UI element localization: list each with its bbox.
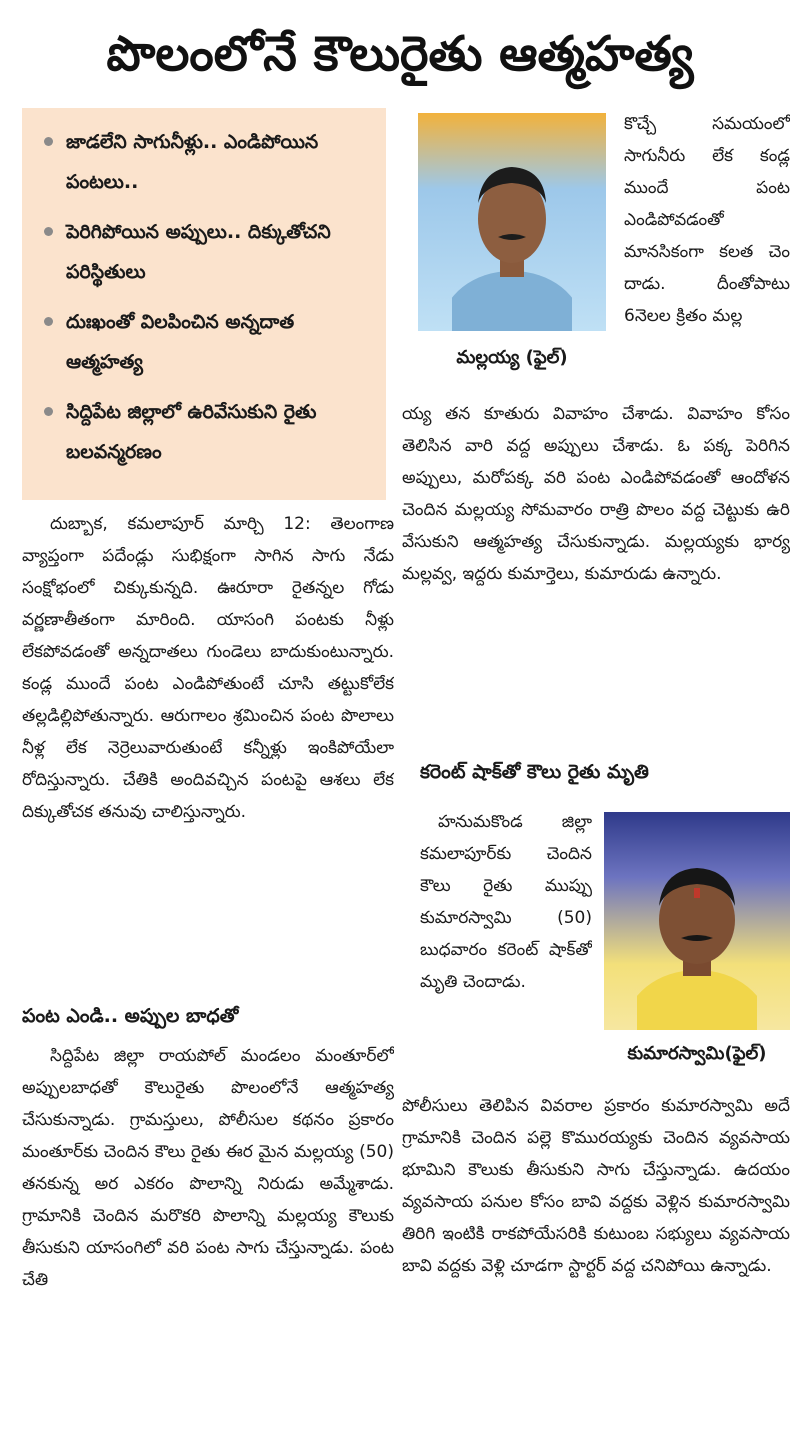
story1-paragraph-right-top: కొచ్చే సమయంలో సాగునీరు లేక కండ్ల ముందే పంట ఎండిపోవడంతో మానసికంగా కలత చెం దాడు. దీంతోపాటు 6నెలల క్రితం మల్ల (624, 114, 790, 326)
story2-paragraph-bottom: పోలీసులు తెలిపిన వివరాల ప్రకారం కుమారస్వామి అదే గ్రామానికి చెందిన పల్లె కొమురయ్యకు చెందిన వ్యవసాయ భూమిని కౌలుకు తీసుకుని సాగు చేస్తున్నాడు. ఉదయం వ్యవసాయ పనుల కోసం బావి వద్దకు వెళ్లిన కుమారస్వామి తిరిగి ఇంటికి రాకపోయేసరికి కుటుంబ సభ్యులు వ్యవసాయ బావి వద్దకు వెళ్లి చూడగా స్టార్టర్ వద్ద చనిపోయి ఉన్నాడు. (402, 1096, 790, 1276)
photo-caption-mallaiah: మల్లయ్య (ఫైల్) (456, 347, 568, 368)
headline: పొలంలోనే కౌలురైతు ఆత్మహత్య (106, 26, 694, 82)
person-portrait-icon (637, 840, 757, 1030)
highlight-item: పెరిగిపోయిన అప్పులు.. దిక్కుతోచని పరిస్థితులు (42, 212, 376, 292)
highlights-list (42, 122, 376, 472)
article-intro: దుబ్బాక, కమలాపూర్ మార్చి 12: తెలంగాణ వ్యాప్తంగా పదేండ్లు సుభిక్షంగా సాగిన సాగు నేడు సంక్షోభంలో చిక్కుకున్నది. ఊరూరా రైతన్నల గోడు వర్ణణాతీతంగా మారింది. యాసంగి పంటకు నీళ్లు లేకపోవడంతో అన్నదాతలు గుండెలు బాదుకుంటున్నారు. కండ్ల ముందే పంట ఎండిపోతుంటే చూసి తట్టుకోలేక తల్లడిల్లిపోతున్నారు. ఆరుగాలం శ్రమించిన పంట పొలాలు నీళ్ల లేక నెర్రెలువారుతుంటే కన్నీళ్లు ఇంకిపోయేలా రోదిస్తున్నారు. చేతికి అందివచ్చిన పంటపై ఆశలు లేక దిక్కుతోచక తనువు చాలిస్తున్నారు. (22, 514, 394, 822)
story2-paragraph-top: హనుమకొండ జిల్లా కమలాపూర్‌కు చెందిన కౌలు రైతు ముప్పు కుమారస్వామి (50) బుధవారం కరెంట్ షాక్‌తో మృతి చెందాడు. (420, 812, 592, 992)
highlight-item: సిద్దిపేట జిల్లాలో ఉరివేసుకుని రైతు బలవన్మరణం (42, 392, 376, 472)
photo-mallaiah (418, 113, 606, 331)
photo-kumaraswamy (604, 812, 790, 1030)
highlight-item: దుఃఖంతో విలపించిన అన్నదాత ఆత్మహత్య (42, 302, 376, 382)
story1-paragraph-right-bottom: య్య తన కూతురు వివాహం చేశాడు. వివాహం కోసం తెలిసిన వారి వద్ద అప్పులు చేశాడు. ఓ పక్క పెరిగిన అప్పులు, మరోపక్క వరి పంట ఎండిపోవడంతో ఆందోళన చెందిన మల్లయ్య సోమవారం రాత్రి పొలం వద్ద చెట్టుకు ఉరి వేసుకుని ఆత్మహత్య చేసుకున్నాడు. మల్లయ్యకు భార్య మల్లవ్వ, ఇద్దరు కుమార్తెలు, కుమారుడు ఉన్నారు. (402, 404, 790, 584)
person-portrait-icon (452, 141, 572, 331)
highlights-box (22, 108, 386, 500)
highlight-item: జాడలేని సాగునీళ్లు.. ఎండిపోయిన పంటలు.. (42, 122, 376, 202)
subheading-current-shock: కరెంట్ షాక్‌తో కౌలు రైతు మృతి (420, 761, 649, 783)
story1-paragraph-left: సిద్దిపేట జిల్లా రాయపోల్ మండలం మంతూర్‌లో అప్పులబాధతో కౌలురైతు పొలంలోనే ఆత్మహత్య చేసుకున్నాడు. గ్రామస్తులు, పోలీసుల కథనం ప్రకారం మంతూర్‌కు చెందిన కౌలు రైతు ఈర మైన మల్లయ్య (50) తనకున్న అర ఎకరం పొలాన్ని నిరుడు అమ్మేశాడు. గ్రామానికి చెందిన మరొకరి పొలాన్ని మల్లయ్య కౌలుకు తీసుకుని యాసంగిలో వరి పంట సాగు చేస్తున్నాడు. పంట చేతి (22, 1046, 394, 1290)
subheading-crop-debt: పంట ఎండి.. అప్పుల బాధతో (22, 1005, 239, 1027)
photo-caption-kumaraswamy: కుమారస్వామి(ఫైల్) (627, 1043, 767, 1064)
